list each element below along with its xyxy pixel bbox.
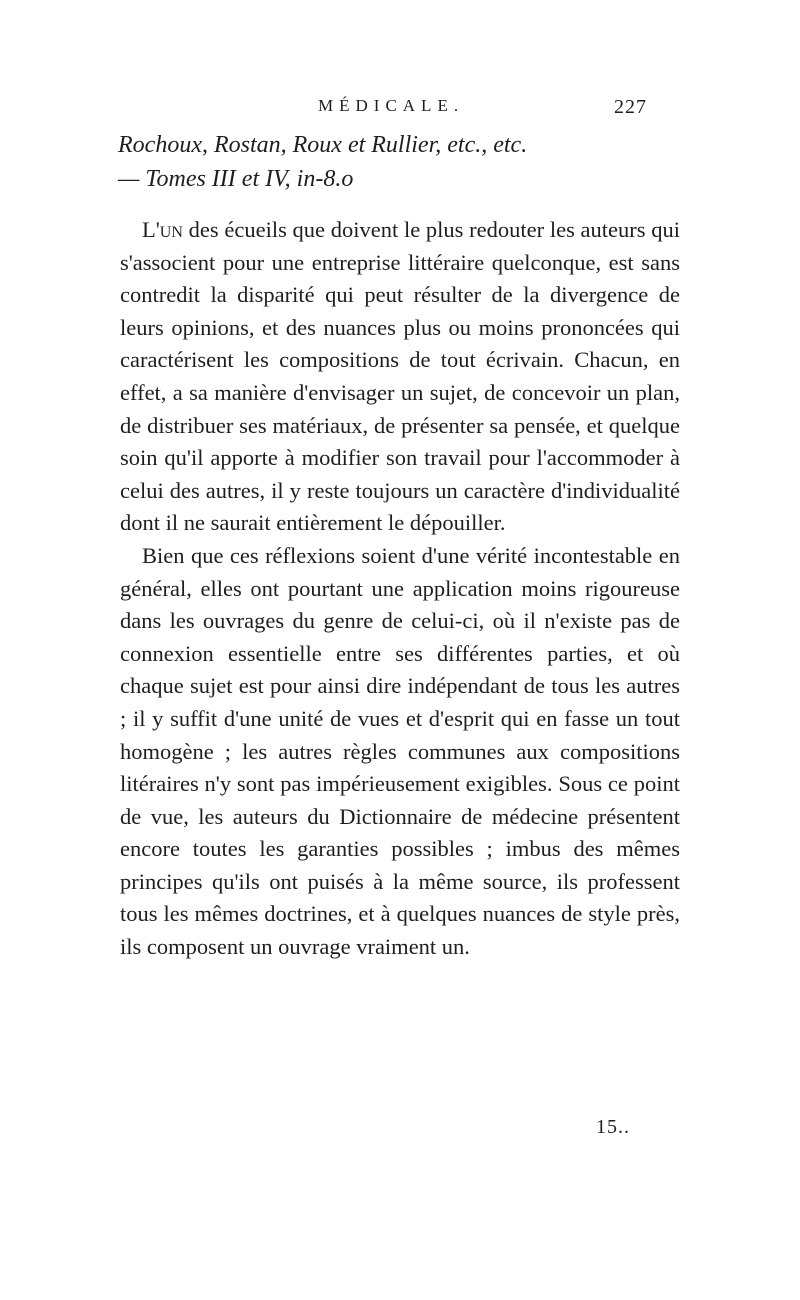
running-head: MÉDICALE. (318, 96, 465, 115)
body-text (120, 214, 680, 964)
paragraph-2 (120, 540, 680, 964)
bibliographic-reference (118, 128, 688, 196)
paragraph-lead: L'un (142, 217, 183, 242)
paragraph-1 (120, 214, 680, 540)
reference-volumes: — Tomes III et IV, in-8.o (118, 166, 354, 192)
reference-authors: Rochoux, Rostan, Roux et Rullier, etc., etc. (118, 132, 528, 158)
page-number: 227 (614, 96, 647, 118)
paragraph-text: des écueils que doivent le plus redouter les auteurs qui s'associent pour une entreprise littéraire quelconque, est sans contredit la disparité qui peut résulter de la divergence de leurs opinions, et des nuances plus ou moins prononcées qui caractérisent les compositions de tout écrivain. Chacun, en effet, a sa manière d'envisager un sujet, de concevoir un plan, de distribuer ses matériaux, de présenter sa pensée, et quelque soin qu'il apporte à modifier son travail pour l'accommoder à celui des autres, il y reste toujours un caractère d'individualité dont il ne saurait entièrement le dépouiller. (120, 217, 680, 536)
paragraph-text: Bien que ces réflexions soient d'une vérité incontestable en général, elles ont pourtant une application moins rigoureuse dans les ouvrages du genre de celui-ci, où il n'existe pas de connexion essentielle entre ses différentes parties, et où chaque sujet est pour ainsi dire indépendant de tous les autres ; il y suffit d'une unité de vues et d'esprit qui en fasse un tout homogène ; les autres règles communes aux compositions litéraires n'y sont pas impérieusement exigibles. Sous ce point de vue, les auteurs du Dictionnaire de médecine présentent encore toutes les garanties possibles ; imbus des mêmes principes qu'ils ont puisés à la même source, ils professent tous les mêmes doctrines, et à quelques nuances de style près, ils composent un ouvrage vraiment un. (120, 542, 680, 960)
signature-mark: 15.. (596, 1116, 630, 1138)
